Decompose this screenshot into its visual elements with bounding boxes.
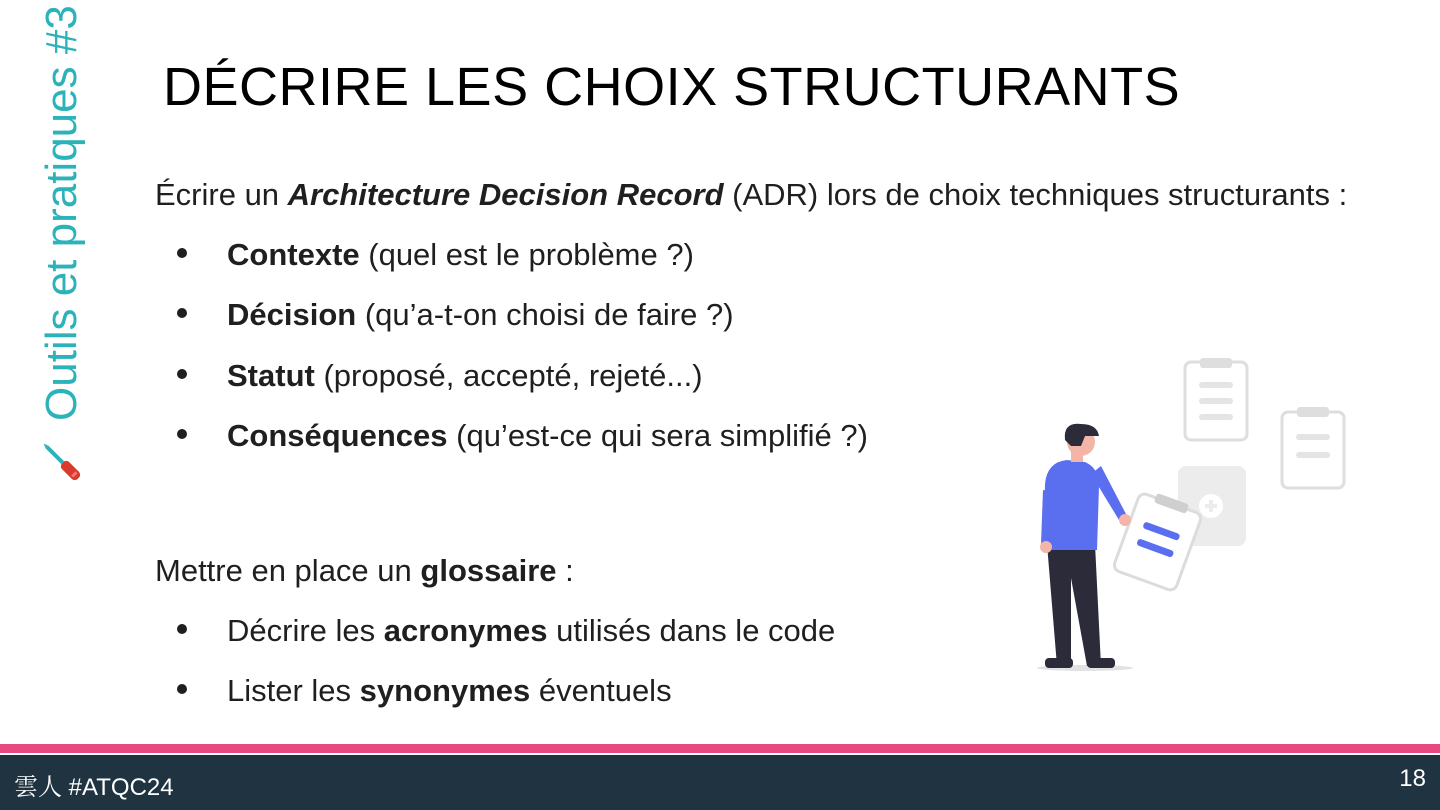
bullet-icon — [177, 248, 187, 258]
list-item: Décision (qu’a-t-on choisi de faire ?) — [155, 296, 1405, 333]
person-with-clipboards-illustration — [1015, 350, 1395, 680]
list-item: Conséquences (qu’est-ce qui sera simplifié ?) — [155, 417, 1405, 454]
side-label — [35, 5, 89, 491]
list-item: Décrire les acronymes utilisés dans le code — [155, 612, 1405, 649]
bullet-icon — [177, 429, 187, 439]
adr-intro: Écrire un Architecture Decision Record (ADR) lors de choix techniques structurants : — [155, 177, 1348, 212]
page-number: 18 — [1399, 765, 1426, 792]
adr-term: Architecture Decision Record — [287, 177, 724, 212]
footer-stripe — [0, 744, 1440, 753]
footer-bar — [0, 755, 1440, 810]
list-item: Lister les synonymes éventuels — [155, 672, 1405, 709]
footer-tag: 雲人 #ATQC24 — [14, 774, 174, 801]
bullet-icon — [177, 624, 187, 634]
slide-title: DÉCRIRE LES CHOIX STRUCTURANTS — [163, 57, 1181, 117]
list-item: Contexte (quel est le problème ?) — [155, 236, 1405, 273]
list-item: Statut (proposé, accepté, rejeté...) — [155, 357, 1405, 394]
clipboard-icon — [1282, 412, 1344, 488]
bullet-icon — [177, 684, 187, 694]
bullet-icon — [177, 369, 187, 379]
glossary-intro: Mettre en place un glossaire : — [155, 552, 574, 588]
bullet-icon — [177, 308, 187, 318]
side-label-text: Outils et pratiques #3 — [37, 5, 86, 421]
screwdriver-icon — [33, 433, 91, 491]
